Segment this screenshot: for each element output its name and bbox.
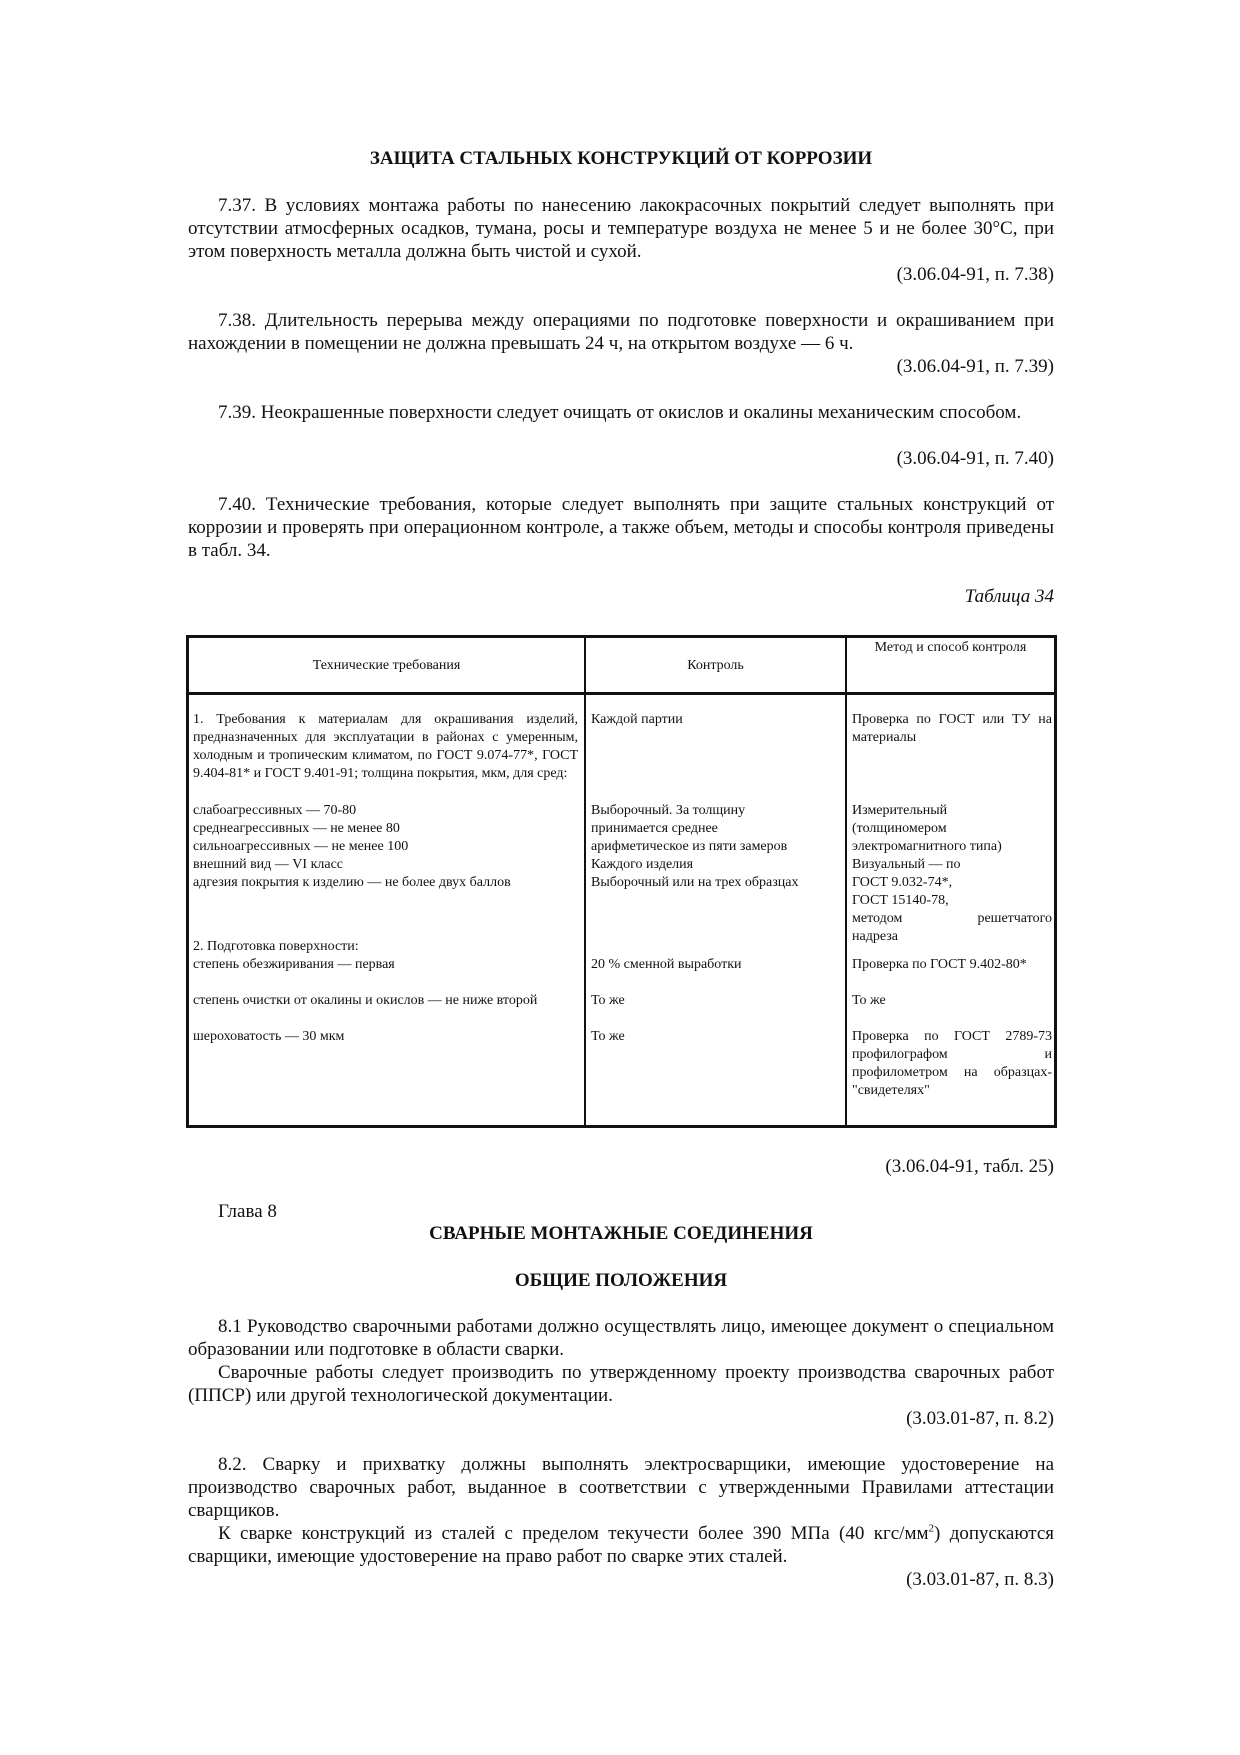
list-item: сильноагрессивных — не менее 100 xyxy=(193,839,409,854)
table-34 xyxy=(186,635,1057,1128)
list-item: слабоагрессивных — 70-80 xyxy=(193,803,357,818)
header-control: Контроль xyxy=(687,658,744,673)
superscript: 2 xyxy=(928,1522,935,1535)
row1-thickness-control xyxy=(591,802,841,892)
row3-control: То же xyxy=(591,993,625,1008)
text-fragment: К сварке конструкций из сталей с пределом текучести более 390 МПа (40 кгс/мм xyxy=(218,1523,929,1544)
table-caption: Таблица 34 xyxy=(964,586,1054,607)
column-divider xyxy=(584,638,586,1125)
row2-method: Проверка по ГОСТ 9.402-80* xyxy=(852,957,1027,972)
reference-7-38: (3.06.04-91, п. 7.39) xyxy=(896,356,1054,377)
row3-requirement: степень очистки от окалины и окислов — не ниже второй xyxy=(193,993,538,1008)
chapter-label: Глава 8 xyxy=(218,1201,277,1222)
control-line: Выборочный или на трех образцах xyxy=(591,875,799,890)
header-requirements: Технические требования xyxy=(312,658,461,673)
row4-requirement: шероховатость — 30 мкм xyxy=(193,1029,345,1044)
list-item: 2. Подготовка поверхности: xyxy=(193,939,359,954)
row4-control: То же xyxy=(591,1029,625,1044)
table-source-reference: (3.06.04-91, табл. 25) xyxy=(885,1156,1054,1177)
paragraph-7-40: 7.40. Технические требования, которые следует выполнять при защите стальных конструкций от коррозии и проверять при операционном контроле, а также объем, методы и способы контроля приведены в табл. 34. xyxy=(188,494,1054,561)
paragraph-7-39: 7.39. Неокрашенные поверхности следует очищать от окислов и окалины механическим способом. xyxy=(218,402,1022,423)
method-line: методом решетчатого xyxy=(852,911,1052,926)
reference-7-39: (3.06.04-91, п. 7.40) xyxy=(896,448,1054,469)
control-line: арифметическое из пяти замеров xyxy=(591,839,788,854)
reference-8-1: (3.03.01-87, п. 8.2) xyxy=(906,1408,1054,1429)
list-item: адгезия покрытия к изделию — не более двух баллов xyxy=(193,875,511,890)
list-item: внешний вид — VI класс xyxy=(193,857,344,872)
paragraph-7-38: 7.38. Длительность перерыва между операциями по подготовке поверхности и окрашиванием при нахождении в помещении не должна превышать 24 ч, на открытом воздухе — 6 ч. xyxy=(188,310,1054,354)
reference-7-37: (3.06.04-91, п. 7.38) xyxy=(896,264,1054,285)
section-title: ЗАЩИТА СТАЛЬНЫХ КОНСТРУКЦИЙ ОТ КОРРОЗИИ xyxy=(369,148,873,169)
text-fragment: ) допускаются сварщики, имеющие удостоверение на право работ по сварке этих сталей. xyxy=(188,1523,1054,1567)
chapter-subtitle: ОБЩИЕ ПОЛОЖЕНИЯ xyxy=(514,1270,728,1291)
method-line: Измерительный xyxy=(852,803,948,818)
method-line: Визуальный — по xyxy=(852,857,961,872)
header-divider xyxy=(189,692,1054,695)
row4-method: Проверка по ГОСТ 2789-73 профилографом и профилометром на образцах-"свидетелях" xyxy=(852,1029,1052,1098)
paragraph-8-2: 8.2. Сварку и прихватку должны выполнять электросварщики, имеющие удостоверение на производство сварочных работ, выданное в соответствии с утвержденными Правилами аттестации сварщиков. xyxy=(188,1454,1054,1521)
column-divider xyxy=(845,638,847,1125)
method-line: (толщиномером xyxy=(852,821,947,836)
control-line: принимается среднее xyxy=(591,821,718,836)
method-line: ГОСТ 15140-78, xyxy=(852,893,949,908)
method-line: надреза xyxy=(852,929,898,944)
list-item: степень обезжиривания — первая xyxy=(193,957,395,972)
list-item: среднеагрессивных — не менее 80 xyxy=(193,821,400,836)
paragraph-7-37: 7.37. В условиях монтажа работы по нанесению лакокрасочных покрытий следует выполнять при отсутствии атмосферных осадков, тумана, росы и температуре воздуха не менее 5 и не более 30°С, при этом поверхность металла должна быть чистой и сухой. xyxy=(188,195,1054,262)
row1-thickness-list xyxy=(193,802,578,892)
method-line: электромагнитного типа) xyxy=(852,839,1002,854)
row1-thickness-method xyxy=(852,802,1052,946)
row2-control: 20 % сменной выработки xyxy=(591,957,742,972)
paragraph-8-2-cont xyxy=(188,1522,1054,1568)
chapter-title: СВАРНЫЕ МОНТАЖНЫЕ СОЕДИНЕНИЯ xyxy=(429,1223,813,1244)
header-method: Метод и способ контроля xyxy=(874,640,1027,655)
paragraph-8-1-cont: Сварочные работы следует производить по утвержденному проекту производства сварочных работ (ППСР) или другой технологической документации. xyxy=(188,1362,1054,1406)
row1-requirement: 1. Требования к материалам для окрашивания изделий, предназначенных для эксплуатации в районах с умеренным, холодным и тропическим климатом, по ГОСТ 9.074-77*, ГОСТ 9.404-81* и ГОСТ 9.401-91; толщина покрытия, мкм, для сред: xyxy=(193,712,578,781)
control-line: Каждого изделия xyxy=(591,857,694,872)
paragraph-8-1: 8.1 Руководство сварочными работами должно осуществлять лицо, имеющее документ о специальном образовании или подготовке в области сварки. xyxy=(188,1316,1054,1360)
row3-method: То же xyxy=(852,993,886,1008)
method-line: ГОСТ 9.032-74*, xyxy=(852,875,953,890)
control-line: Выборочный. За толщину xyxy=(591,803,746,818)
reference-8-2: (3.03.01-87, п. 8.3) xyxy=(906,1569,1054,1590)
row2-requirement xyxy=(193,938,578,974)
row1-method: Проверка по ГОСТ или ТУ на материалы xyxy=(852,712,1052,745)
row1-control: Каждой партии xyxy=(591,712,683,727)
